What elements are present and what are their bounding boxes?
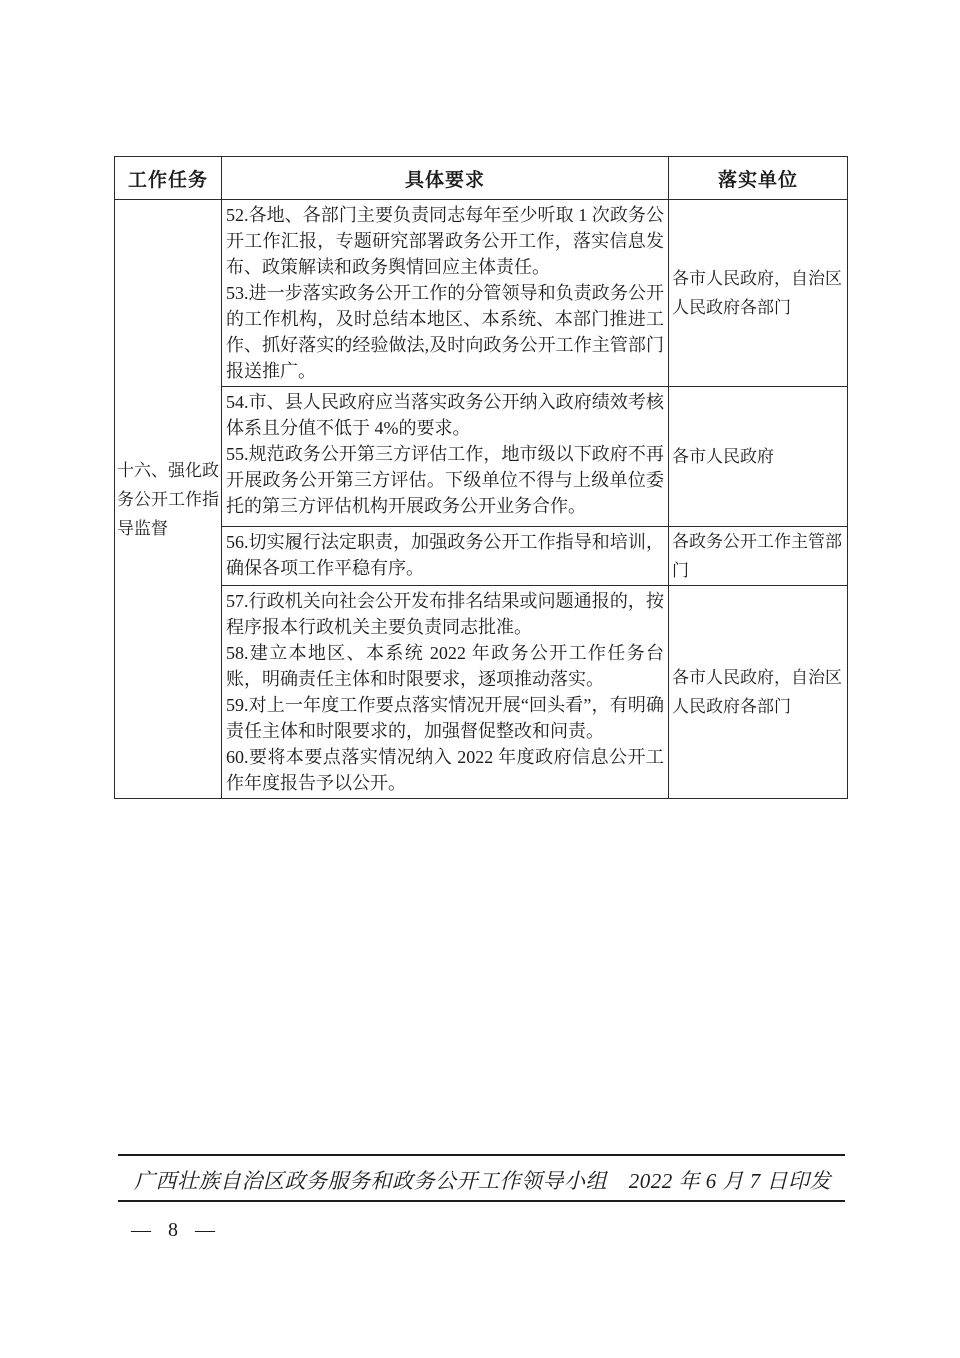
table-row	[115, 527, 848, 586]
requirement-item-57: 57.行政机关向社会公开发布排名结果或问题通报的，按程序报本行政机关主要负责同志批准。	[226, 591, 664, 637]
unit-cell: 各政务公开工作主管部门	[669, 527, 848, 586]
imprint-line	[118, 1162, 845, 1198]
requirement-item-53: 53.进一步落实政务公开工作的分管领导和负责政务公开的工作机构，及时总结本地区、本系统、本部门推进工作、抓好落实的经验做法,及时向政务公开工作主管部门报送推广。	[226, 283, 664, 381]
requirement-item-56: 56.切实履行法定职责，加强政务公开工作指导和培训，确保各项工作平稳有序。	[226, 532, 664, 578]
requirement-item-54: 54.市、县人民政府应当落实政务公开纳入政府绩效考核体系且分值不低于 4%的要求。	[226, 392, 664, 438]
requirement-item-58: 58.建立本地区、本系统 2022 年政务公开工作任务台账，明确责任主体和时限要求，逐项推动落实。	[226, 643, 664, 689]
page-number: — 8 —	[131, 1219, 221, 1241]
task-cell: 十六、强化政务公开工作指导监督	[115, 200, 222, 799]
imprint-date: 2022 年 6 月 7 日印发	[628, 1169, 831, 1193]
requirement-item-52: 52.各地、各部门主要负责同志每年至少听取 1 次政务公开工作汇报，专题研究部署政务公开工作，落实信息发布、政策解读和政务舆情回应主体责任。	[226, 205, 664, 277]
table-header-row	[115, 157, 848, 200]
requirements-cell	[222, 387, 669, 527]
requirement-item-55: 55.规范政务公开第三方评估工作，地市级以下政府不再开展政务公开第三方评估。下级单位不得与上级单位委托的第三方评估机构开展政务公开业务合作。	[226, 444, 664, 516]
unit-cell: 各市人民政府	[669, 387, 848, 527]
imprint-issuer: 广西壮族自治区政务服务和政务公开工作领导小组	[134, 1169, 607, 1193]
imprint-bottom-rule	[118, 1200, 845, 1202]
requirement-item-60: 60.要将本要点落实情况纳入 2022 年度政府信息公开工作年度报告予以公开。	[226, 747, 664, 793]
unit-cell: 各市人民政府，自治区人民政府各部门	[669, 200, 848, 387]
requirements-cell	[222, 586, 669, 799]
unit-cell: 各市人民政府，自治区人民政府各部门	[669, 586, 848, 799]
header-work-task: 工作任务	[115, 157, 222, 200]
table-row	[115, 387, 848, 527]
table-row	[115, 200, 848, 387]
requirements-cell	[222, 200, 669, 387]
requirements-cell	[222, 527, 669, 586]
header-requirements: 具体要求	[222, 157, 669, 200]
work-task-table	[114, 156, 848, 799]
table-row	[115, 586, 848, 799]
requirement-item-59: 59.对上一年度工作要点落实情况开展“回头看”，有明确责任主体和时限要求的，加强督促整改和问责。	[226, 695, 664, 741]
imprint-top-rule	[118, 1154, 845, 1156]
header-unit: 落实单位	[669, 157, 848, 200]
